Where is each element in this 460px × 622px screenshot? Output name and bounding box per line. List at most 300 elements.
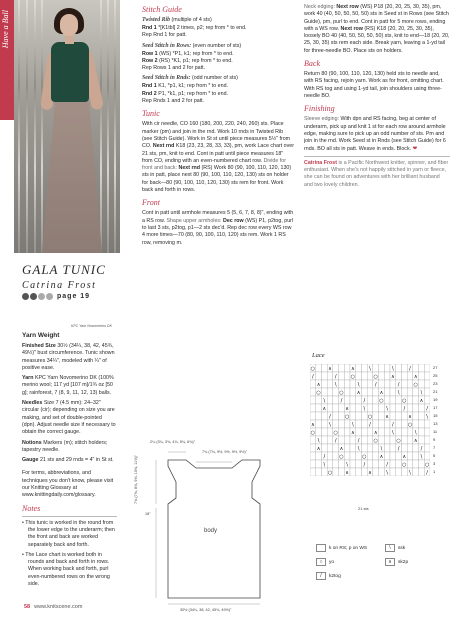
lace-symbol: \ bbox=[392, 366, 394, 372]
page-reference bbox=[22, 293, 122, 300]
lace-cell bbox=[379, 460, 385, 468]
lace-symbol: / bbox=[403, 406, 406, 412]
neck-width-label: 7¾ (7¾, 9½, 9½, 9½, 9½)" bbox=[202, 450, 248, 454]
lace-symbol: ○ bbox=[362, 454, 367, 460]
yarn-label: Yarn bbox=[22, 375, 34, 382]
lace-cell bbox=[424, 436, 430, 444]
lace-symbol: \ bbox=[397, 390, 400, 396]
difficulty-dot-icon bbox=[46, 293, 53, 300]
lace-cell bbox=[373, 460, 379, 468]
lace-symbol: / bbox=[369, 422, 371, 428]
lace-symbol: ∧ bbox=[408, 414, 412, 420]
lace-symbol: ∧ bbox=[345, 406, 349, 412]
lace-cell bbox=[350, 404, 356, 412]
section-tab-label: Have a Ball bbox=[1, 10, 10, 49]
lace-symbol: ○ bbox=[373, 438, 378, 444]
lace-cell bbox=[396, 364, 402, 372]
lace-cell bbox=[396, 412, 402, 420]
lace-symbol: / bbox=[426, 470, 428, 476]
k2tog-symbol-icon: / bbox=[316, 572, 326, 580]
lace-symbol: \ bbox=[426, 414, 428, 420]
body-label: body bbox=[204, 528, 218, 534]
lace-symbol: \ bbox=[323, 398, 326, 404]
lace-cell bbox=[384, 428, 390, 436]
page-ref-label: page 19 bbox=[57, 293, 91, 300]
lace-symbol: ∧ bbox=[351, 430, 355, 436]
pattern-title: GALA TUNIC bbox=[22, 262, 106, 277]
armhole-depth-label: 7¾ (7¾, 8¾, 9¾, 10¾, 11¾)" bbox=[134, 455, 138, 504]
lace-symbol: \ bbox=[329, 422, 331, 428]
materials-column bbox=[22, 332, 117, 591]
lace-symbol: \ bbox=[334, 382, 337, 388]
lace-cell bbox=[424, 452, 430, 460]
section-tab bbox=[0, 0, 14, 120]
front-heading: Front bbox=[142, 198, 160, 208]
lace-cell bbox=[367, 380, 373, 388]
lace-symbol: ○ bbox=[402, 398, 407, 404]
lace-cell bbox=[419, 460, 425, 468]
lace-cell bbox=[333, 460, 339, 468]
yo-symbol-icon: ○ bbox=[316, 558, 326, 566]
lace-symbol: \ bbox=[357, 446, 360, 452]
lace-cell bbox=[333, 420, 339, 428]
lace-cell bbox=[384, 420, 390, 428]
yarn-weight-label: Yarn Weight bbox=[22, 332, 60, 339]
lace-cell bbox=[327, 404, 333, 412]
lace-cell bbox=[401, 380, 407, 388]
lace-cell bbox=[339, 372, 345, 380]
lace-cell bbox=[390, 388, 396, 396]
lace-symbol: \ bbox=[409, 470, 411, 476]
lace-cell bbox=[350, 396, 356, 404]
lace-cell bbox=[350, 460, 356, 468]
lace-cell bbox=[384, 436, 390, 444]
lace-cell bbox=[419, 412, 425, 420]
lace-cell bbox=[310, 404, 316, 412]
lace-cell bbox=[339, 404, 345, 412]
lace-cell bbox=[390, 412, 396, 420]
lace-cell bbox=[339, 436, 345, 444]
lace-cell bbox=[350, 388, 356, 396]
lace-cell bbox=[321, 436, 327, 444]
lace-cell bbox=[390, 444, 396, 452]
lace-cell bbox=[356, 428, 362, 436]
lace-cell bbox=[373, 412, 379, 420]
lace-cell bbox=[379, 404, 385, 412]
lace-cell bbox=[379, 436, 385, 444]
lace-cell bbox=[344, 452, 350, 460]
lace-cell bbox=[321, 428, 327, 436]
lace-symbol: / bbox=[363, 398, 366, 404]
lace-cell bbox=[316, 452, 322, 460]
legend-sk2p: ∧ sk2p bbox=[385, 558, 408, 566]
lace-symbol: \ bbox=[386, 406, 388, 412]
lace-cell bbox=[350, 468, 356, 476]
lace-symbol: \ bbox=[346, 462, 348, 468]
lace-symbol: ∧ bbox=[413, 438, 418, 444]
sk2p-symbol-icon: ∧ bbox=[385, 558, 395, 566]
lace-symbol: ∧ bbox=[311, 422, 315, 428]
lace-symbol: ∧ bbox=[356, 390, 361, 396]
lace-symbol: / bbox=[334, 438, 337, 444]
end-heart-icon: ❤ bbox=[412, 145, 418, 152]
finished-size: 30½ (34¼, 38, 42, 45¾, 49½)" bust circumference. Tunic shown measures 34¼", modeled with ¼" of positive ease. bbox=[22, 342, 115, 371]
lace-cell bbox=[344, 396, 350, 404]
lace-cell bbox=[316, 468, 322, 476]
yarn: KPC Yarn Novomerino DK (100% merino wool; 117 yd [107 m]/1¾ oz [50 g]; rainforest, 7 (8, 9, 11, 12, 13) balls. bbox=[22, 375, 114, 396]
lace-cell bbox=[327, 444, 333, 452]
lace-symbol: / bbox=[409, 366, 411, 372]
lace-cell bbox=[367, 372, 373, 380]
lace-cell bbox=[396, 428, 402, 436]
lace-cell bbox=[367, 436, 373, 444]
lace-symbol: ∧ bbox=[322, 406, 327, 412]
lace-symbol: \ bbox=[369, 366, 371, 372]
lace-symbol: ∧ bbox=[379, 390, 384, 396]
legend-yo: ○ yo bbox=[316, 558, 334, 566]
lace-cell bbox=[424, 396, 430, 404]
lace-cell bbox=[367, 444, 373, 452]
lace-symbol: / bbox=[329, 414, 331, 420]
lace-chart-title: Lace bbox=[312, 352, 325, 359]
lace-cell bbox=[344, 428, 350, 436]
lace-cell bbox=[390, 404, 396, 412]
lace-cell bbox=[316, 412, 322, 420]
lace-cell bbox=[344, 372, 350, 380]
lace-symbol: ∧ bbox=[345, 470, 349, 476]
difficulty-dot-icon bbox=[22, 293, 29, 300]
lace-row-numbers: 27 25 23 21 19 17 15 13 11 9 7 5 3 1 bbox=[433, 365, 438, 474]
lace-cell bbox=[339, 364, 345, 372]
lace-cell bbox=[390, 380, 396, 388]
lace-cell bbox=[321, 468, 327, 476]
lace-cell bbox=[327, 372, 333, 380]
finished-size-label: Finished Size bbox=[22, 342, 56, 349]
lace-cell bbox=[344, 364, 350, 372]
lace-cell bbox=[390, 460, 396, 468]
lace-cell bbox=[333, 396, 339, 404]
difficulty-dot-icon bbox=[38, 293, 45, 300]
lace-cell bbox=[424, 420, 430, 428]
lace-cell bbox=[316, 404, 322, 412]
lace-symbol: ○ bbox=[333, 430, 338, 436]
lace-cell bbox=[373, 468, 379, 476]
lace-cell bbox=[424, 388, 430, 396]
lace-symbol: \ bbox=[380, 446, 383, 452]
lace-cell bbox=[310, 444, 316, 452]
lace-chart-grid bbox=[310, 364, 430, 476]
lace-symbol: ○ bbox=[407, 422, 413, 428]
lace-symbol: \ bbox=[317, 438, 320, 444]
lace-cell bbox=[419, 428, 425, 436]
gauge-label: Gauge bbox=[22, 457, 39, 464]
finishing-column bbox=[304, 4, 450, 192]
lace-symbol: ○ bbox=[310, 430, 316, 436]
lace-cell bbox=[361, 444, 367, 452]
lace-symbol: / bbox=[363, 462, 366, 468]
lace-cell bbox=[396, 452, 402, 460]
lace-cell bbox=[419, 372, 425, 380]
site-url: www.knitscene.com bbox=[34, 604, 83, 610]
knit-symbol-icon bbox=[316, 544, 326, 552]
lace-symbol: \ bbox=[414, 430, 417, 436]
lace-cell bbox=[384, 452, 390, 460]
lace-symbol: ∧ bbox=[351, 366, 355, 372]
lace-cell bbox=[407, 372, 413, 380]
lace-cell bbox=[413, 404, 419, 412]
lace-symbol: ∧ bbox=[339, 446, 344, 452]
notions: Markers (m); stitch holders; tapestry needle. bbox=[22, 439, 108, 453]
lace-cell bbox=[361, 380, 367, 388]
lace-symbol: ○ bbox=[339, 390, 344, 396]
lace-cell bbox=[327, 436, 333, 444]
lace-cell bbox=[396, 420, 402, 428]
lace-symbol: / bbox=[420, 446, 423, 452]
lace-symbol: / bbox=[397, 446, 400, 452]
lace-cell bbox=[384, 364, 390, 372]
lace-cell bbox=[379, 468, 385, 476]
lace-cell bbox=[407, 428, 413, 436]
lace-cell bbox=[401, 412, 407, 420]
needles: Size 7 (4.5 mm): 24–32" circular (cir); depending on size you are making, and set of double-pointed (dpn). Adjust needle size if necessary to obtain the correct gauge. bbox=[22, 400, 116, 436]
lace-cell bbox=[407, 396, 413, 404]
lace-symbol: ○ bbox=[310, 366, 316, 372]
lace-cell bbox=[424, 364, 430, 372]
lace-cell bbox=[390, 468, 396, 476]
lace-cell bbox=[321, 388, 327, 396]
lace-cell bbox=[344, 388, 350, 396]
lace-symbol: ○ bbox=[367, 414, 373, 420]
lace-cell bbox=[390, 396, 396, 404]
legend-ssk: \ ssk bbox=[385, 544, 405, 552]
back-heading: Back bbox=[304, 59, 320, 69]
lace-cell bbox=[384, 380, 390, 388]
lace-cell bbox=[407, 404, 413, 412]
lace-cell bbox=[310, 396, 316, 404]
model-photo bbox=[14, 0, 120, 253]
note-item: • This tunic is worked in the round from the lower edge to the underarm; then the front and back are worked separately back and forth. bbox=[22, 519, 115, 548]
lace-cell bbox=[316, 420, 322, 428]
finishing-heading: Finishing bbox=[304, 104, 335, 114]
lace-cell bbox=[396, 468, 402, 476]
lace-cell bbox=[361, 468, 367, 476]
lace-cell bbox=[367, 404, 373, 412]
lace-cell bbox=[401, 372, 407, 380]
lace-symbol: ○ bbox=[413, 382, 418, 388]
lace-cell bbox=[310, 380, 316, 388]
lace-cell bbox=[310, 388, 316, 396]
lace-cell bbox=[413, 420, 419, 428]
lace-cell bbox=[356, 404, 362, 412]
front-paragraph: Cont in patt until armhole measures 5 (5, 6, 7, 8, 8)", ending with a RS row. Shape upper armholes: Dec row (WS) P1, p2tog, purl to last 3 sts, p2tog, p1—2 sts dec'd. Rep dec row every WS row 4 more times—70 (80, 90, 100, 110, 120) sts rem. Work 1 RS row, removing m. bbox=[142, 210, 294, 246]
lace-cell bbox=[384, 396, 390, 404]
photo-credit: KPC Yarn Novomerino DK bbox=[71, 324, 112, 328]
lace-symbol: / bbox=[340, 398, 343, 404]
lace-cell bbox=[321, 420, 327, 428]
instructions-column: Stitch Guide Twisted Rib (multiple of 4 sts) Rnd 1 *[K1tbl] 2 times, p2; rep from * to end. Rep Rnd 1 for patt. Seed Stitch in Rows: (even number of sts) Row 1 (WS) *P1, k1; rep from * to end. Row 2 (RS) *K1, p1; rep from * to end. Rep Rows 1 and 2 for patt. Seed Stitch in Rnds: (odd number of sts) Rnd 1 K1, *p1, k1; rep from * to end. Rnd 2 P1, *k1, p1; rep from * to end. Rep Rnds 1 and 2 for patt. Tunic With cir needle, CO 160 (180, 200, 220, 240, 260) sts. Place marker (pm) and join in the rnd. Work 10 rnds in Twisted Rib (see Stitch Guide). Work in St st until piece measures 5½" from CO. Next rnd K18 (23, 23, 28, 33, 33), pm, work Lace chart over 21 sts, pm, knit to end. Cont in patt until piece measures 18" from CO, ending with an even-numbered chart row. Divide for front and back: Next rnd (RS) Work 80 (90, 100, 110, 120, 130) sts in patt, place next 80 (90, 100, 110, 120, 130) sts on holder for back—80 (90, 100, 110, 120, 130) sts rem for front. Work back and forth in rows. Front Cont in patt until armhole measures 5 (5, 6, 7, 8, 8)", ending with a RS row. Shape upper armholes: Dec row (WS) P1, p2tog, purl to last 3 sts, p2tog, p1—2 sts dec'd. Rep dec row every WS row 4 more times—70 (80, 90, 100, 110, 120) sts rem. Work 1 RS row, removing m. bbox=[142, 5, 294, 246]
lace-symbol: \ bbox=[392, 430, 394, 436]
lace-cell bbox=[413, 452, 419, 460]
lace-cell bbox=[361, 364, 367, 372]
difficulty-dot-icon bbox=[30, 293, 37, 300]
lace-cell bbox=[407, 444, 413, 452]
lace-cell bbox=[407, 380, 413, 388]
lace-cell bbox=[350, 444, 356, 452]
lace-cell bbox=[339, 468, 345, 476]
lace-cell bbox=[361, 372, 367, 380]
lace-cell bbox=[367, 388, 373, 396]
hem-circumference-label: 30½ (34¼, 38, 42, 45¾, 49½)" bbox=[180, 608, 232, 612]
needles-label: Needles bbox=[22, 400, 43, 407]
gauge: 21 sts and 29 rnds = 4" in St st. bbox=[39, 457, 114, 464]
lace-cell bbox=[373, 404, 379, 412]
lace-cell bbox=[356, 452, 362, 460]
lace-symbol: \ bbox=[357, 382, 360, 388]
lace-cell bbox=[419, 404, 425, 412]
lace-cell bbox=[373, 388, 379, 396]
lace-cell bbox=[373, 420, 379, 428]
lace-cell bbox=[333, 388, 339, 396]
lace-cell bbox=[401, 436, 407, 444]
lace-cell bbox=[350, 380, 356, 388]
lace-cell bbox=[321, 364, 327, 372]
lace-cell bbox=[379, 364, 385, 372]
lace-symbol: \ bbox=[352, 422, 354, 428]
lace-cell bbox=[327, 460, 333, 468]
lace-cell bbox=[379, 380, 385, 388]
lace-symbol: ○ bbox=[327, 470, 333, 476]
lace-cell bbox=[373, 452, 379, 460]
lace-symbol: ∧ bbox=[413, 374, 418, 380]
lace-cell bbox=[401, 444, 407, 452]
lace-cell bbox=[424, 428, 430, 436]
lace-cell bbox=[396, 396, 402, 404]
lace-cell bbox=[339, 412, 345, 420]
lace-cell bbox=[327, 396, 333, 404]
lace-symbol: / bbox=[386, 462, 388, 468]
legend-knit: k on RS; p on WS bbox=[316, 544, 367, 552]
lace-symbol: / bbox=[357, 438, 360, 444]
lace-cell bbox=[424, 380, 430, 388]
lace-cell bbox=[361, 436, 367, 444]
lace-cell bbox=[339, 460, 345, 468]
lace-cell bbox=[361, 388, 367, 396]
lace-cell bbox=[316, 372, 322, 380]
lace-symbol: ○ bbox=[424, 462, 430, 468]
lace-cell bbox=[373, 364, 379, 372]
lace-cell bbox=[321, 380, 327, 388]
page-number: 58 bbox=[24, 604, 31, 610]
lace-symbol: \ bbox=[420, 390, 423, 396]
lace-cell bbox=[333, 404, 339, 412]
lace-cell bbox=[367, 428, 373, 436]
lace-symbol: / bbox=[397, 382, 400, 388]
lace-symbol: \ bbox=[420, 454, 423, 460]
back-paragraph: Return 80 (90, 100, 110, 120, 130) held sts to needle and, with RS facing, rejoin yarn. Work as for front, omitting chart. With RS tog and using 1-yd tail, join shoulders using three-needle BO. bbox=[304, 71, 444, 99]
lace-cell bbox=[401, 468, 407, 476]
lace-cell bbox=[339, 428, 345, 436]
lace-cell bbox=[373, 396, 379, 404]
lace-cell bbox=[419, 436, 425, 444]
lace-cell bbox=[356, 412, 362, 420]
lace-symbol: ∧ bbox=[316, 382, 321, 388]
tunic-heading: Tunic bbox=[142, 109, 160, 119]
lace-symbol: ○ bbox=[402, 462, 407, 468]
lace-cell bbox=[401, 428, 407, 436]
lace-cell bbox=[333, 468, 339, 476]
lace-cell bbox=[350, 436, 356, 444]
lace-cell bbox=[367, 396, 373, 404]
lace-cell bbox=[356, 420, 362, 428]
designer-bio: Catrina Frost is a Pacific Northwest knitter, spinner, and fiber enthusiast. When she's not happily stitched in yarn or fleece, she can be found on adventures with her brilliant husband and two lovely children. bbox=[304, 159, 449, 188]
lace-symbol: ∧ bbox=[419, 398, 424, 404]
lace-cell bbox=[310, 452, 316, 460]
lace-cell bbox=[419, 468, 425, 476]
lace-cell bbox=[413, 444, 419, 452]
tunic-schematic bbox=[120, 438, 296, 610]
lace-cell bbox=[384, 372, 390, 380]
lace-cell bbox=[384, 388, 390, 396]
lace-cell bbox=[401, 364, 407, 372]
lace-symbol: ○ bbox=[350, 374, 356, 380]
lace-cell bbox=[419, 380, 425, 388]
pattern-header bbox=[22, 262, 122, 300]
lace-symbol: / bbox=[374, 382, 377, 388]
lace-cell bbox=[413, 412, 419, 420]
lace-cell bbox=[407, 460, 413, 468]
lace-symbol: ○ bbox=[344, 414, 350, 420]
lace-cell bbox=[413, 468, 419, 476]
lace-cell bbox=[316, 364, 322, 372]
lace-cell bbox=[384, 444, 390, 452]
lace-cell bbox=[333, 412, 339, 420]
lace-symbol: ∧ bbox=[391, 374, 395, 380]
lace-cell bbox=[379, 412, 385, 420]
lace-cell bbox=[396, 404, 402, 412]
lace-symbol: ∧ bbox=[379, 454, 384, 460]
lace-symbol: ∧ bbox=[385, 414, 389, 420]
shoulder-width-label: 2¼ (3¼, 3¾, 4¾, 5¾, 6¾)" bbox=[150, 440, 196, 444]
lace-symbol: ○ bbox=[396, 438, 401, 444]
notions-label: Notions bbox=[22, 439, 42, 446]
lace-cell bbox=[333, 452, 339, 460]
finishing-paragraph: Sleeve edging: With dpn and RS facing, beg at center of underarm, pick up and knit 1 st for each row around armhole edge, making sure to pick up an odd number of sts. Pm and join in the rnd. Work Seed st in Rnds (see Stitch Guide) for 6 rnds. BO all sts in patt. Weave in ends. Block. ❤ bbox=[304, 116, 446, 152]
lace-symbol: ∧ bbox=[328, 366, 332, 372]
lace-cell bbox=[424, 372, 430, 380]
body-length-label: 18" bbox=[145, 512, 151, 516]
lace-cell bbox=[310, 460, 316, 468]
lace-cell bbox=[413, 396, 419, 404]
lace-cell bbox=[379, 420, 385, 428]
lace-cell bbox=[344, 436, 350, 444]
legend-k2tog: / k2tog bbox=[316, 572, 341, 580]
lace-cell bbox=[407, 452, 413, 460]
lace-cell bbox=[339, 380, 345, 388]
lace-symbol: / bbox=[392, 422, 394, 428]
lace-symbol: ∧ bbox=[373, 430, 378, 436]
designer-name: Catrina Frost bbox=[22, 280, 97, 291]
lace-symbol: / bbox=[312, 374, 314, 380]
lace-cell bbox=[407, 436, 413, 444]
ssk-symbol-icon: \ bbox=[385, 544, 395, 552]
lace-symbol: / bbox=[323, 454, 326, 460]
lace-cell bbox=[356, 372, 362, 380]
tunic-garment bbox=[51, 42, 89, 102]
notes-heading: Notes bbox=[22, 503, 41, 513]
lace-cell bbox=[310, 412, 316, 420]
lace-cell bbox=[424, 444, 430, 452]
lace-cell bbox=[356, 468, 362, 476]
